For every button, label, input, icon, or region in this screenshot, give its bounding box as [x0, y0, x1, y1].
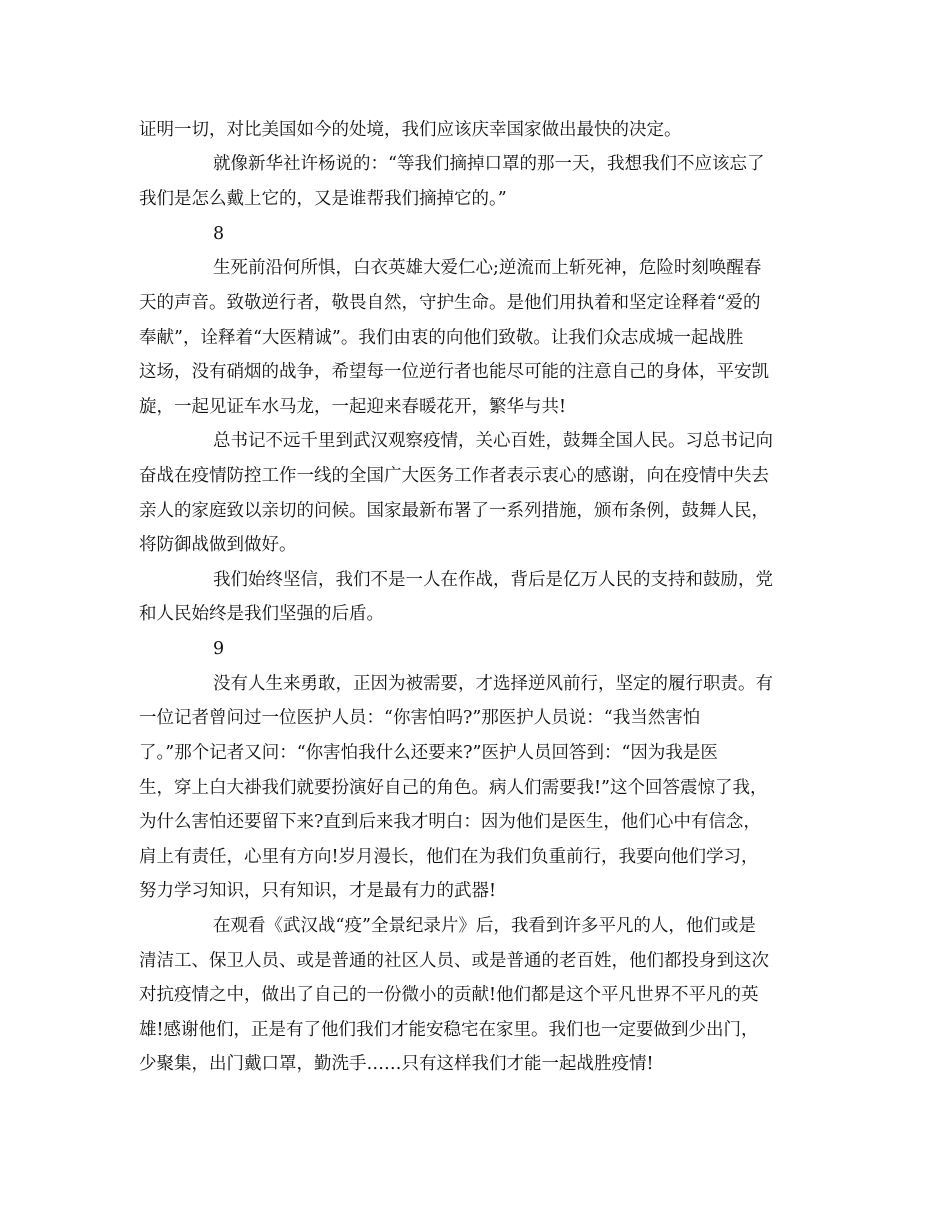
text-line: 肩上有责任，心里有方向!岁月漫长，他们在为我们负重前行，我要向他们学习， [139, 847, 759, 867]
text-line: 为什么害怕还要留下来?直到后来我才明白：因为他们是医生，他们心中有信念， [139, 812, 761, 832]
text-line: 生死前沿何所惧，白衣英雄大爱仁心;逆流而上斩死神，危险时刻唤醒春 [213, 258, 762, 278]
text-line: 将防御战做到做好。 [139, 535, 297, 555]
text-line: 证明一切，对比美国如今的处境，我们应该庆幸国家做出最快的决定。 [139, 120, 682, 140]
text-line: 在观看《武汉战“疫”全景纪录片》后，我看到许多平凡的人，他们或是 [213, 916, 756, 936]
text-line: 就像新华社许杨说的：“等我们摘掉口罩的那一天，我想我们不应该忘了 [213, 154, 765, 174]
text-line: 旋，一起见证车水马龙，一起迎来春暖花开，繁华与共! [139, 397, 567, 417]
text-line: 没有人生来勇敢，正因为被需要，才选择逆风前行，坚定的履行职责。有 [213, 674, 773, 694]
text-line: 我们始终坚信，我们不是一人在作战，背后是亿万人民的支持和鼓励，党 [213, 570, 773, 590]
text-line: 清洁工、保卫人员、或是普通的社区人员、或是普通的老百姓，他们都投身到这次 [139, 951, 769, 971]
text-line: 总书记不远千里到武汉观察疫情，关心百姓，鼓舞全国人民。习总书记向 [213, 431, 773, 451]
text-line: 雄!感谢他们，正是有了他们我们才能安稳宅在家里。我们也一定要做到少出门， [139, 1020, 759, 1040]
text-line: 天的声音。致敬逆行者，敬畏自然，守护生命。是他们用执着和坚定诠释着“爱的 [139, 293, 761, 313]
text-line: 生，穿上白大褂我们就要扮演好自己的角色。病人们需要我!”这个回答震惊了我， [139, 778, 768, 798]
text-line: 我们是怎么戴上它的，又是谁帮我们摘掉它的。” [139, 189, 507, 209]
text-line: 亲人的家庭致以亲切的问候。国家最新布署了一系列措施，颁布条例，鼓舞人民， [139, 501, 769, 521]
section-number: 8 [213, 224, 225, 244]
section-number: 9 [213, 639, 225, 659]
text-line: 奉献”，诠释着“大医精诚”。我们由衷的向他们致敬。让我们众志成城一起战胜 [139, 328, 744, 348]
text-line: 奋战在疫情防控工作一线的全国广大医务工作者表示衷心的感谢，向在疫情中失去 [139, 466, 769, 486]
text-line: 了。”那个记者又问：“你害怕我什么还要来?”医护人员回答到：“因为我是医 [139, 743, 718, 763]
text-line: 努力学习知识，只有知识，才是最有力的武器! [139, 881, 497, 901]
text-line: 和人民始终是我们坚强的后盾。 [139, 604, 384, 624]
text-line: 这场，没有硝烟的战争，希望每一位逆行者也能尽可能的注意自己的身体，平安凯 [139, 362, 769, 382]
text-line: 少聚集，出门戴口罩，勤洗手……只有这样我们才能一起战胜疫情! [139, 1054, 654, 1074]
text-line: 对抗疫情之中，做出了自己的一份微小的贡献!他们都是这个平凡世界不平凡的英 [139, 985, 759, 1005]
text-line: 一位记者曾问过一位医护人员：“你害怕吗?”那医护人员说：“我当然害怕 [139, 708, 701, 728]
